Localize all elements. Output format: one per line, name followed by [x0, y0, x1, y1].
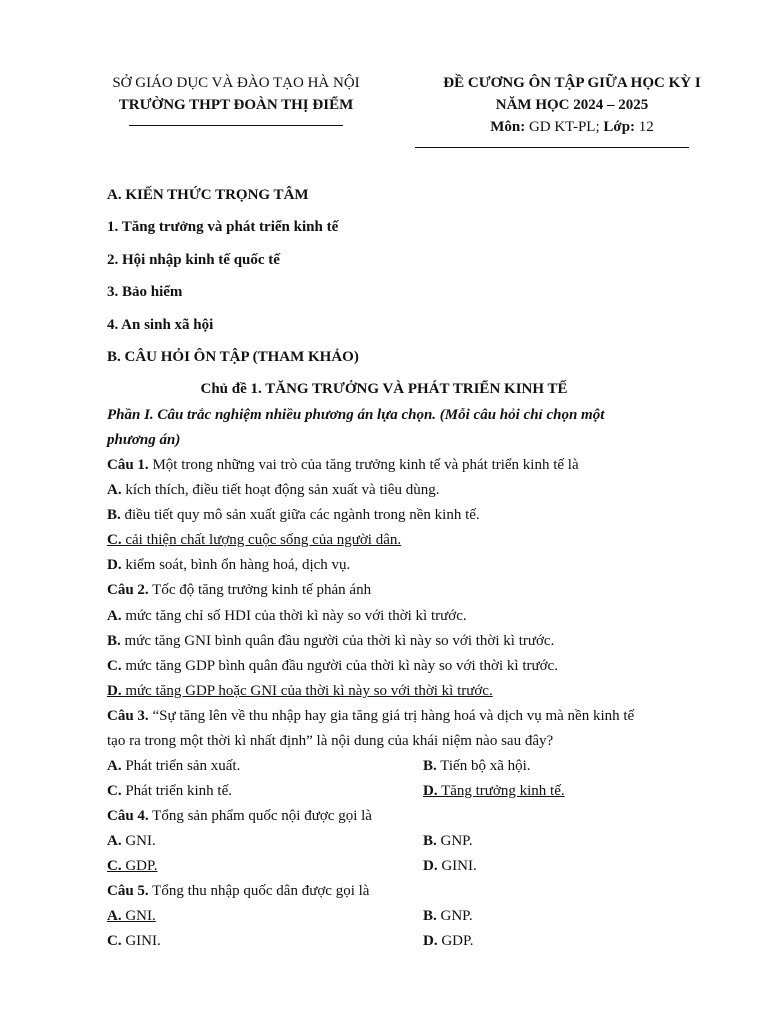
option — [107, 931, 161, 951]
section-a-item: 3. Bảo hiểm — [107, 284, 183, 300]
option-key: D. — [107, 557, 122, 573]
option — [423, 906, 473, 926]
option-key: A. — [107, 758, 122, 774]
question-label: Câu 3. — [107, 708, 149, 724]
option-key: B. — [423, 908, 437, 924]
subject-value: GD KT-PL; — [525, 119, 604, 135]
section-a-item: 4. An sinh xã hội — [107, 317, 214, 333]
option-key: C. — [107, 658, 122, 674]
option-correct — [107, 856, 157, 876]
option — [423, 756, 531, 776]
header-left-divider — [129, 125, 343, 126]
option-text: kiểm soát, bình ổn hàng hoá, dịch vụ. — [121, 557, 351, 573]
question-1 — [107, 455, 579, 475]
question-text: Tốc độ tăng trưởng kinh tế phản ánh — [148, 582, 372, 598]
option — [423, 856, 477, 876]
option-key: B. — [107, 633, 121, 649]
option-key: B. — [423, 758, 437, 774]
option — [107, 480, 439, 500]
section-a-item: 1. Tăng trưởng và phát triển kinh tế — [107, 219, 339, 235]
school-name: TRƯỜNG THPT ĐOÀN THỊ ĐIỂM — [118, 97, 354, 113]
question-label: Câu 1. — [107, 457, 149, 473]
option-key: B. — [423, 833, 437, 849]
option-text: Phát triển kinh tế. — [121, 783, 232, 799]
question-3 — [107, 706, 634, 726]
topic-heading: Chủ đề 1. TĂNG TRƯỞNG VÀ PHÁT TRIỂN KINH TẾ — [200, 381, 568, 397]
option-correct — [107, 681, 493, 701]
option-text: Tăng trưởng kinh tế. — [437, 783, 565, 799]
question-2 — [107, 580, 371, 600]
question-text: Một trong những vai trò của tăng trưởng kinh tế và phát triển kinh tế là — [148, 457, 579, 473]
option-key: C. — [107, 783, 122, 799]
part-heading-line1: Phần I. Câu trắc nghiệm nhiều phương án lựa chọn. (Mỗi câu hỏi chỉ chọn một — [107, 407, 605, 423]
option-key: D. — [423, 783, 438, 799]
question-label: Câu 5. — [107, 883, 149, 899]
option-text: GDP. — [437, 933, 474, 949]
option-correct — [107, 906, 156, 926]
option — [107, 606, 467, 626]
option-key: B. — [107, 507, 121, 523]
grade-value: 12 — [635, 119, 654, 135]
option-correct — [107, 530, 401, 550]
option-text: kích thích, điều tiết hoạt động sản xuất và tiêu dùng. — [121, 482, 440, 498]
question-text: “Sự tăng lên về thu nhập hay gia tăng giá trị hàng hoá và dịch vụ mà nền kinh tế — [148, 708, 635, 724]
option-text: mức tăng GDP bình quân đầu người của thời kì này so với thời kì trước. — [121, 658, 558, 674]
option-text: GNI. — [121, 833, 156, 849]
question-text: Tổng thu nhập quốc dân được gọi là — [148, 883, 370, 899]
section-a-item: 2. Hội nhập kinh tế quốc tế — [107, 252, 280, 268]
option-text: Tiến bộ xã hội. — [436, 758, 531, 774]
option — [107, 831, 156, 851]
part-heading-line2: phương án) — [107, 432, 181, 448]
option-key: C. — [107, 532, 122, 548]
option — [423, 931, 473, 951]
option — [107, 505, 480, 525]
option-key: D. — [423, 933, 438, 949]
option-text: cải thiện chất lượng cuộc sống của người dân. — [121, 532, 402, 548]
option-text: mức tăng chỉ số HDI của thời kì này so với thời kì trước. — [121, 608, 467, 624]
question-text-cont: tạo ra trong một thời kì nhất định” là nội dung của khái niệm nào sau đây? — [107, 733, 554, 749]
option — [107, 781, 232, 801]
question-label: Câu 2. — [107, 582, 149, 598]
header-left — [86, 72, 386, 126]
option — [107, 656, 558, 676]
option — [423, 831, 473, 851]
option-text: mức tăng GNI bình quân đầu người của thời kì này so với thời kì trước. — [120, 633, 555, 649]
option-key: C. — [107, 933, 122, 949]
option-key: C. — [107, 858, 122, 874]
option-key: D. — [423, 858, 438, 874]
option-key: D. — [107, 683, 122, 699]
document-title: ĐỀ CƯƠNG ÔN TẬP GIỮA HỌC KỲ I — [443, 75, 701, 91]
option-key: A. — [107, 608, 122, 624]
option-key: A. — [107, 482, 122, 498]
option-key: A. — [107, 833, 122, 849]
section-a-title: A. KIẾN THỨC TRỌNG TÂM — [107, 187, 309, 203]
department-name: SỞ GIÁO DỤC VÀ ĐÀO TẠO HÀ NỘI — [112, 75, 360, 91]
option — [107, 555, 350, 575]
option-text: Phát triển sản xuất. — [121, 758, 241, 774]
section-b-title: B. CÂU HỎI ÔN TẬP (THAM KHẢO) — [107, 349, 359, 365]
subject-label: Môn: — [490, 119, 526, 135]
option-text: GNP. — [436, 833, 473, 849]
grade-label: Lớp: — [603, 119, 636, 135]
option-text: GINI. — [437, 858, 477, 874]
option — [107, 756, 240, 776]
question-text: Tổng sản phẩm quốc nội được gọi là — [148, 808, 372, 824]
option-text: điều tiết quy mô sản xuất giữa các ngành trong nền kinh tế. — [120, 507, 480, 523]
question-label: Câu 4. — [107, 808, 149, 824]
option — [107, 631, 554, 651]
option-key: A. — [107, 908, 122, 924]
school-year: NĂM HỌC 2024 – 2025 — [495, 97, 649, 113]
option-text: mức tăng GDP hoặc GNI của thời kì này so với thời kì trước. — [121, 683, 493, 699]
option-text: GNI. — [121, 908, 156, 924]
option-text: GINI. — [121, 933, 161, 949]
header-right-divider — [415, 147, 689, 148]
question-5 — [107, 881, 369, 901]
question-4 — [107, 806, 372, 826]
option-text: GDP. — [121, 858, 158, 874]
option-text: GNP. — [436, 908, 473, 924]
subject-line — [414, 116, 730, 138]
header-right — [414, 72, 730, 148]
option-correct — [423, 781, 565, 801]
